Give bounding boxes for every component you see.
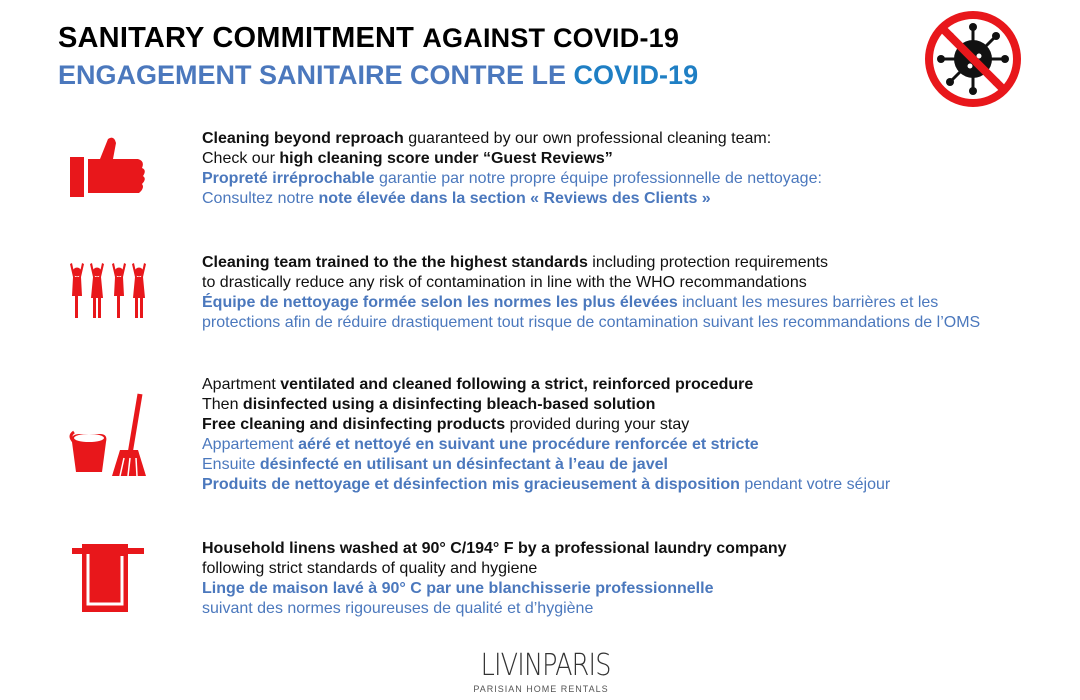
title-en-part1: SANITARY COMMITMENT <box>58 22 415 54</box>
title-en-part2: AGAINST COVID-19 <box>422 23 680 53</box>
french-text-line <box>202 579 787 599</box>
english-text-line <box>202 149 822 169</box>
english-text-line <box>202 415 890 435</box>
text-phrase: provided during your stay <box>505 416 690 433</box>
english-text-line <box>202 539 787 559</box>
text-phrase: Check our <box>202 150 280 167</box>
title-fr-part1: ENGAGEMENT SANITAIRE CONTRE LE <box>58 60 567 90</box>
english-text-line <box>202 559 787 579</box>
english-text-line <box>202 375 890 395</box>
text-phrase: Consultez notre <box>202 190 319 207</box>
no-virus-icon <box>922 8 1024 110</box>
bold-phrase: Équipe de nettoyage formée selon les normes les plus élevées <box>202 294 678 311</box>
bold-phrase: Free cleaning and disinfecting products <box>202 416 506 433</box>
section-linens <box>202 539 787 619</box>
bold-phrase: disinfected using a disinfecting bleach-based solution <box>242 396 656 413</box>
english-text-line <box>202 273 980 293</box>
title-fr-part2: COVID-19 <box>573 60 699 90</box>
text-phrase: protections afin de réduire drastiquement tout risque de contamination suivant les recommandations de l’OMS <box>202 314 981 331</box>
text-phrase: including protection requirements <box>587 254 828 271</box>
french-text-line <box>202 293 980 313</box>
text-phrase: following strict standards of quality and hygiene <box>202 560 538 577</box>
text-phrase: incluant les mesures barrières et les <box>677 294 939 311</box>
section-cleaning <box>202 129 822 209</box>
towel-icon <box>70 542 148 614</box>
bold-phrase: désinfecté en utilisant un désinfectant à l’eau de javel <box>259 456 668 473</box>
bold-phrase: ventilated and cleaned following a strict, reinforced procedure <box>280 376 754 393</box>
bold-phrase: aéré et nettoyé en suivant une procédure renforcée et stricte <box>298 436 759 453</box>
text-phrase: garantie par notre propre équipe professionnelle de nettoyage: <box>374 170 822 187</box>
french-text-line <box>202 189 822 209</box>
livinparis-logo <box>470 650 612 694</box>
bold-phrase: note élevée dans la section « Reviews des Clients » <box>318 190 711 207</box>
text-phrase: suivant des normes rigoureuses de qualité et d’hygiène <box>202 600 594 617</box>
bold-phrase: Linge de maison lavé à 90° C par une blanchisserie professionnelle <box>202 580 714 597</box>
page-title-english <box>58 22 679 55</box>
text-phrase: to drastically reduce any risk of contamination in line with the WHO recommandations <box>202 274 807 291</box>
french-text-line <box>202 455 890 475</box>
text-phrase: pendant votre séjour <box>739 476 891 493</box>
thumbs-up-icon <box>68 133 148 203</box>
text-phrase: Ensuite <box>202 456 260 473</box>
text-phrase: Appartement <box>202 436 299 453</box>
french-text-line <box>202 435 890 455</box>
bold-phrase: high cleaning score under “Guest Reviews” <box>279 150 613 167</box>
section-ventilation-disinfection <box>202 375 890 495</box>
french-text-line <box>202 599 787 619</box>
english-text-line <box>202 129 822 149</box>
team-icon <box>66 262 152 320</box>
logo-tagline: PARISIAN HOME RENTALS <box>473 684 609 694</box>
bold-phrase: Household linens washed at 90° C/194° F by a professional laundry company <box>202 540 787 557</box>
text-phrase: guaranteed by our own professional cleaning team: <box>403 130 772 147</box>
bucket-mop-icon <box>68 392 152 478</box>
logo-text: LIVINPARIS <box>480 648 611 683</box>
text-phrase: Then <box>202 396 243 413</box>
french-text-line <box>202 313 980 333</box>
bold-phrase: Cleaning beyond reproach <box>202 130 404 147</box>
bold-phrase: Produits de nettoyage et désinfection mis gracieusement à disposition <box>202 476 740 493</box>
french-text-line <box>202 169 822 189</box>
page-title-french <box>58 60 698 91</box>
bold-phrase: Cleaning team trained to the the highest standards <box>202 254 588 271</box>
text-phrase: Apartment <box>202 376 281 393</box>
section-team-training <box>202 253 980 333</box>
french-text-line <box>202 475 890 495</box>
english-text-line <box>202 395 890 415</box>
bold-phrase: Propreté irréprochable <box>202 170 375 187</box>
english-text-line <box>202 253 980 273</box>
